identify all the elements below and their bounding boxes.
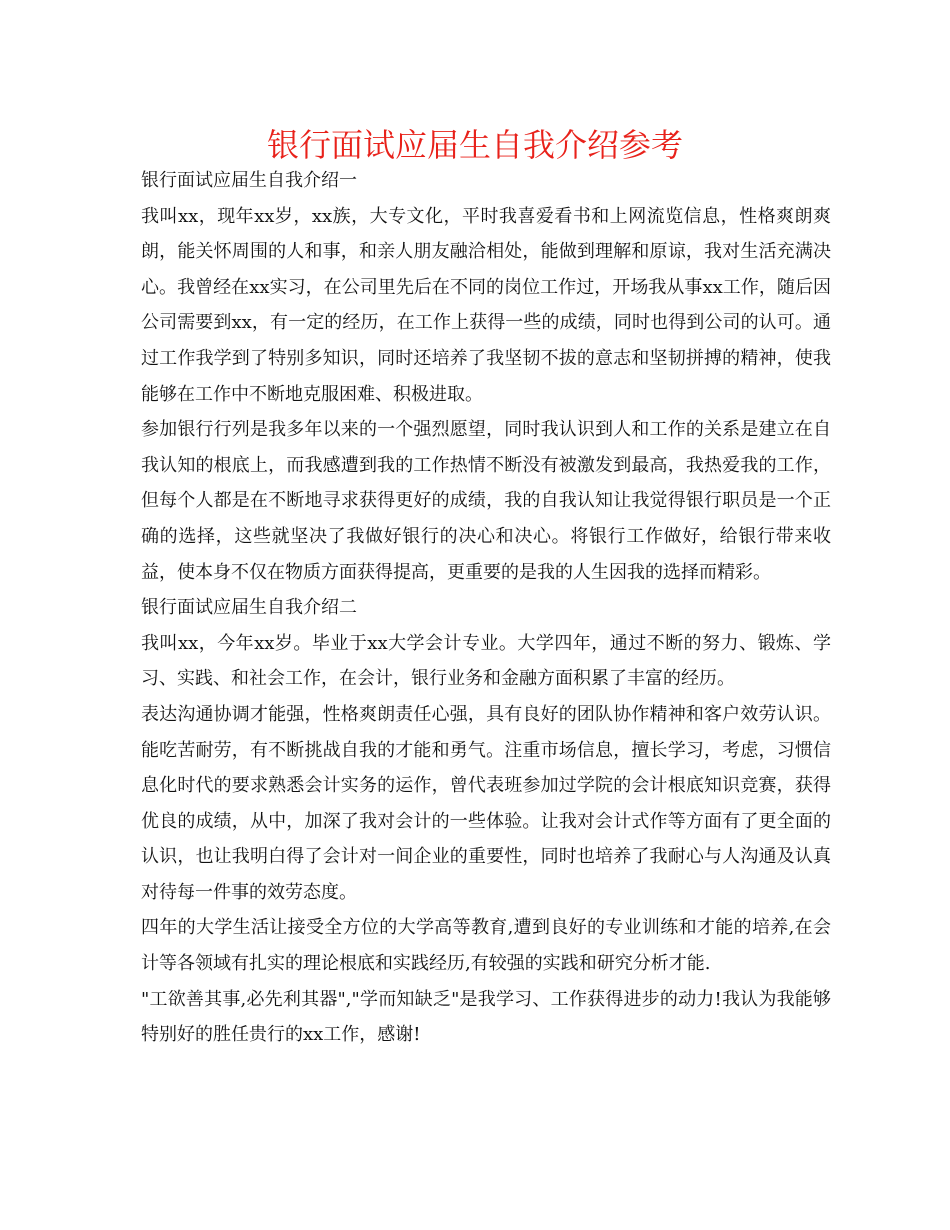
document-body	[141, 163, 831, 1053]
section-heading-2: 银行面试应届生自我介绍二	[141, 597, 357, 619]
paragraph: 参加银行行列是我多年以来的一个强烈愿望，同时我认识到人和工作的关系是建立在自我认知的根底上，而我感遭到我的工作热情不断没有被激发到最高，我热爱我的工作，但每个人都是在不断地寻求获得更好的成绩，我的自我认知让我觉得银行职员是一个正确的选择，这些就坚决了我做好银行的决心和决心。将银行工作做好，给银行带来收益，使本身不仅在物质方面获得提高，更重要的是我的人生因我的选择而精彩。	[141, 419, 831, 583]
paragraph: 表达沟通协调才能强，性格爽朗责任心强，具有良好的团队协作精神和客户效劳认识。能吃苦耐劳，有不断挑战自我的才能和勇气。注重市场信息，擅长学习，考虑，习惯信息化时代的要求熟悉会计实务的运作，曾代表班参加过学院的会计根底知识竞赛，获得优良的成绩，从中，加深了我对会计的一些体验。让我对会计式作等方面有了更全面的认识，也让我明白得了会计对一间企业的重要性，同时也培养了我耐心与人沟通及认真对待每一件事的效劳态度。	[141, 703, 831, 903]
section-heading-1: 银行面试应届生自我介绍一	[141, 170, 357, 191]
paragraph: 我叫xx，今年xx岁。毕业于xx大学会计专业。大学四年，通过不断的努力、锻炼、学习、实践、和社会工作，在会计，银行业务和金融方面积累了丰富的经历。	[141, 632, 831, 690]
paragraph: 我叫xx，现年xx岁，xx族，大专文化，平时我喜爱看书和上网流览信息，性格爽朗爽朗，能关怀周围的人和事，和亲人朋友融洽相处，能做到理解和原谅，我对生活充满决心。我曾经在xx实习，在公司里先后在不同的岗位工作过，开场我从事xx工作，随后因公司需要到xx，有一定的经历，在工作上获得一些的成绩，同时也得到公司的认可。通过工作我学到了特别多知识，同时还培养了我坚韧不拔的意志和坚韧拼搏的精神，使我能够在工作中不断地克服困难、积极进取。	[141, 205, 831, 405]
paragraph: 四年的大学生活让接受全方位的大学高等教育,遭到良好的专业训练和才能的培养,在会计等各领域有扎实的理论根底和实践经历,有较强的实践和研究分析才能.	[141, 917, 831, 975]
document-title: 银行面试应届生自我介绍参考	[266, 126, 683, 164]
paragraph: "工欲善其事,必先利其器","学而知缺乏"是我学习、工作获得进步的动力!我认为我能够特别好的胜任贵行的xx工作，感谢!	[141, 988, 831, 1046]
